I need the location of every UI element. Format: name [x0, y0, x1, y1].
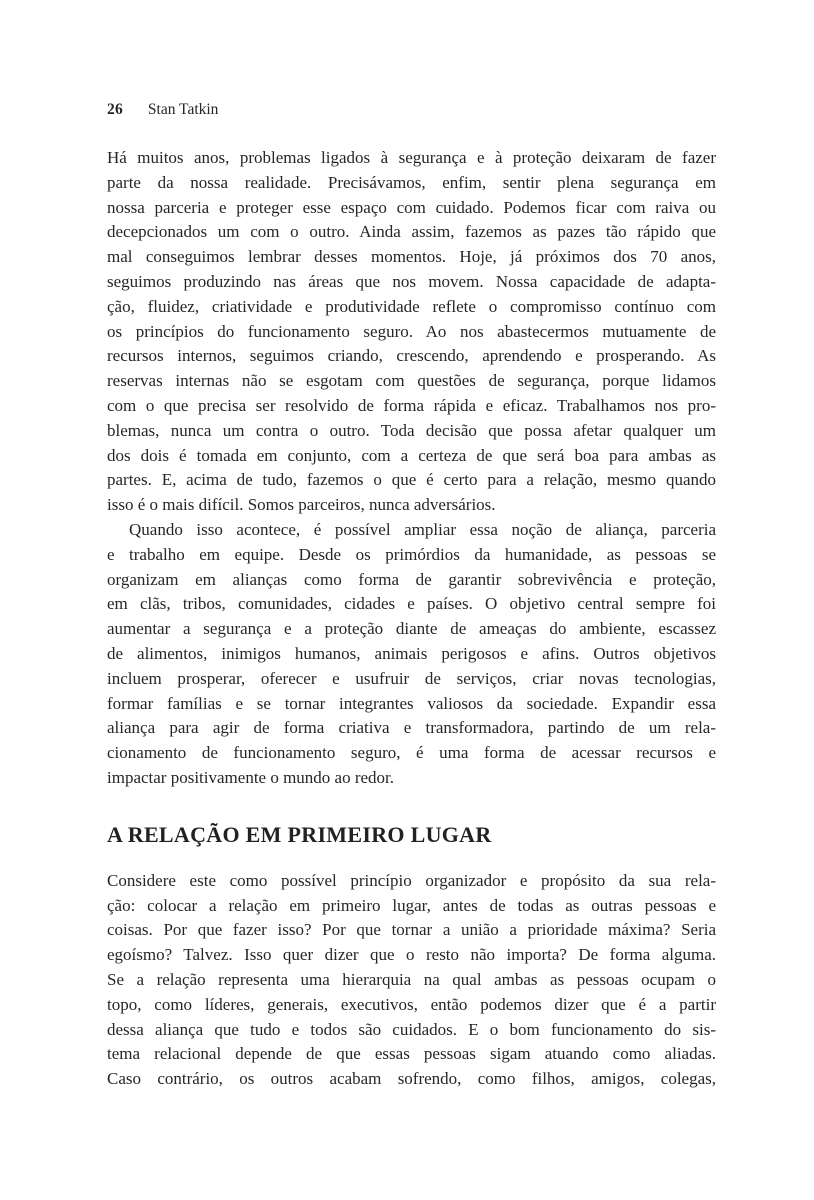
text-line: decepcionados um com o outro. Ainda assim, fazemos as pazes tão rápido que — [107, 222, 716, 242]
text-line: isso é o mais difícil. Somos parceiros, nunca adversários. — [107, 495, 496, 515]
text-line: Considere este como possível princípio organizador e propósito da sua rela- — [107, 870, 716, 890]
text-line: cionamento de funcionamento seguro, é uma forma de acessar recursos e — [107, 743, 716, 763]
paragraph — [107, 518, 716, 791]
text-line: parte da nossa realidade. Precisávamos, enfim, sentir plena segurança em — [107, 172, 716, 192]
text-line: reservas internas não se esgotam com questões de segurança, porque lidamos — [107, 371, 716, 391]
section-heading: A RELAÇÃO EM PRIMEIRO LUGAR — [107, 821, 492, 847]
text-line: partes. E, acima de tudo, fazemos o que é certo para a relação, mesmo quando — [107, 470, 716, 490]
text-line: dos dois é tomada em conjunto, com a certeza de que será boa para ambas as — [107, 445, 716, 465]
text-line: em clãs, tribos, comunidades, cidades e países. O objetivo central sempre foi — [107, 594, 716, 614]
text-line: ção, fluidez, criatividade e produtividade reflete o compromisso contínuo com — [107, 296, 716, 316]
text-line: coisas. Por que fazer isso? Por que tornar a união a prioridade máxima? Seria — [107, 920, 716, 940]
text-line: Há muitos anos, problemas ligados à segurança e à proteção deixaram de fazer — [107, 148, 716, 167]
text-line: aumentar a segurança e a proteção diante de ameaças do ambiente, escassez — [107, 619, 716, 639]
text-line: os princípios do funcionamento seguro. Ao nos abastecermos mutuamente de — [107, 321, 716, 341]
text-line: formar famílias e se tornar integrantes valiosos da sociedade. Expandir essa — [107, 693, 716, 713]
text-line: tema relacional depende de que essas pessoas sigam atuando como aliadas. — [107, 1044, 716, 1064]
text-line: Se a relação representa uma hierarquia na qual ambas as pessoas ocupam o — [107, 969, 716, 989]
text-line: topo, como líderes, generais, executivos, então podemos dizer que é a partir — [107, 994, 716, 1014]
paragraph — [107, 869, 716, 1092]
text-line: com o que precisa ser resolvido de forma rápida e eficaz. Trabalhamos nos pro- — [107, 395, 716, 415]
text-line: recursos internos, seguimos criando, crescendo, aprendendo e prosperando. As — [107, 346, 716, 366]
running-header — [107, 100, 218, 119]
text-line: Quando isso acontece, é possível ampliar essa noção de aliança, parceria — [129, 519, 716, 539]
text-line: e trabalho em equipe. Desde os primórdios da humanidade, as pessoas se — [107, 544, 716, 564]
section-paragraphs — [107, 869, 716, 1092]
text-line: blemas, nunca um contra o outro. Toda decisão que possa afetar qualquer um — [107, 420, 716, 440]
text-line: mal conseguimos lembrar desses momentos. Hoje, já próximos dos 70 anos, — [107, 247, 716, 267]
text-line: aliança para agir de forma criativa e transformadora, partindo de um rela- — [107, 718, 716, 738]
text-column — [107, 146, 716, 1092]
text-line: seguimos produzindo nas áreas que nos movem. Nossa capacidade de adapta- — [107, 271, 716, 291]
text-line: nossa parceria e proteger esse espaço com cuidado. Podemos ficar com raiva ou — [107, 197, 716, 217]
text-line: egoísmo? Talvez. Isso quer dizer que o resto não importa? De forma alguma. — [107, 945, 716, 965]
text-line: incluem prosperar, oferecer e usufruir de serviços, criar novas tecnologias, — [107, 668, 716, 688]
text-line: dessa aliança que tudo e todos são cuidados. E o bom funcionamento do sis- — [107, 1019, 716, 1039]
page-number: 26 — [107, 101, 123, 118]
body-paragraphs — [107, 146, 716, 791]
text-line: Caso contrário, os outros acabam sofrendo, como filhos, amigos, colegas, — [107, 1069, 716, 1089]
text-line: organizam em alianças como forma de garantir sobrevivência e proteção, — [107, 569, 716, 589]
text-line: ção: colocar a relação em primeiro lugar, antes de todas as outras pessoas e — [107, 895, 716, 915]
text-line: impactar positivamente o mundo ao redor. — [107, 767, 395, 787]
text-line: de alimentos, inimigos humanos, animais perigosos e afins. Outros objetivos — [107, 643, 716, 663]
paragraph — [107, 146, 716, 518]
running-header-author: Stan Tatkin — [147, 101, 219, 118]
